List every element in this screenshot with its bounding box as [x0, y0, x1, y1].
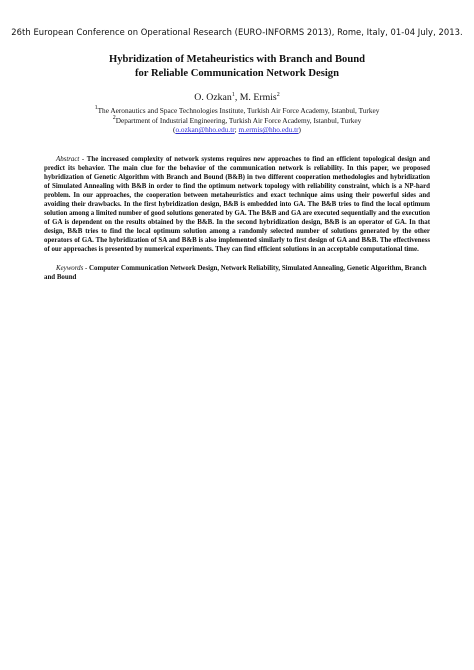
- email-separator: ;: [234, 125, 239, 135]
- email-close-paren: ): [298, 125, 301, 135]
- email-link-2[interactable]: m.ermis@hho.edu.tr: [238, 125, 299, 135]
- abstract-text: The increased complexity of network systems requires new approaches to find an efficient topological design and predict its behavior. The main clue for the behavior of the communication network is reliability. In this paper, we proposed hybridization of Genetic Algorithm with Branch and Bound (B&B) in two different cooperation methodologies and hybridization of Simulated Annealing with B&B in order to find the optimum network topology with reliability constraint, which is a NP-hard problem. In our approaches, the cooperation between metaheuristics and exact technique aims using their powerful sides and avoiding their drawbacks. In the first hybridization design, B&B is embedded into GA. The B&B tries to find the local optimum solution among a limited number of good solutions generated by GA. The B&B and GA are executed sequentially and the execution of GA is dependent on the results obtained by the B&B. In the second hybridization design, B&B is an operator of GA. In that design, B&B tries to find the local optimum solution among a randomly selected number of solutions generated by the other operators of GA. The hybridization of SA and B&B is also implemented similarly to first design of GA and B&B. The effectiveness of our approaches is presented by numerical experiments. They can find efficient solutions in an acceptable computational time.: [44, 156, 430, 254]
- author-1: O. Ozkan: [194, 92, 232, 103]
- title-line-1: Hybridization of Metaheuristics with Branch and Bound: [108, 54, 366, 65]
- affiliations: [0, 106, 474, 135]
- keywords-text: Computer Communication Network Design, Network Reliability, Simulated Annealing, Genetic Algorithm, Branch and Bound: [44, 265, 427, 282]
- abstract-lead: Abstract -: [56, 156, 87, 163]
- affiliation-1-text: The Aeronautics and Space Technologies Institute, Turkish Air Force Academy, Istanbul, Turkey: [97, 106, 380, 115]
- running-header: 26th European Conference on Operational Research (EURO-INFORMS 2013), Rome, Italy, 01-04 July, 2013.: [11, 27, 463, 37]
- keywords-lead: Keywords -: [56, 265, 90, 272]
- title-line-2: for Reliable Communication Network Design: [134, 67, 339, 79]
- affiliation-1-mark: 1: [94, 105, 98, 111]
- affiliation-2: [0, 116, 474, 126]
- author-list: [0, 92, 474, 103]
- paper-title: [0, 53, 474, 80]
- author-2: M. Ermis: [239, 92, 277, 103]
- author-emails: [0, 125, 474, 135]
- affiliation-2-mark: 2: [112, 114, 116, 121]
- author-1-affil-mark: 1: [231, 92, 235, 98]
- email-open-paren: (: [173, 125, 176, 135]
- email-link-1[interactable]: o.ozkan@hho.edu.tr: [175, 125, 235, 135]
- affiliation-2-text: Department of Industrial Engineering, Turkish Air Force Academy, Istanbul, Turkey: [115, 115, 362, 125]
- author-2-affil-mark: 2: [276, 92, 280, 98]
- author-separator: ,: [234, 92, 240, 103]
- affiliation-1: [0, 106, 474, 116]
- abstract: [44, 155, 430, 255]
- keywords: [44, 264, 430, 282]
